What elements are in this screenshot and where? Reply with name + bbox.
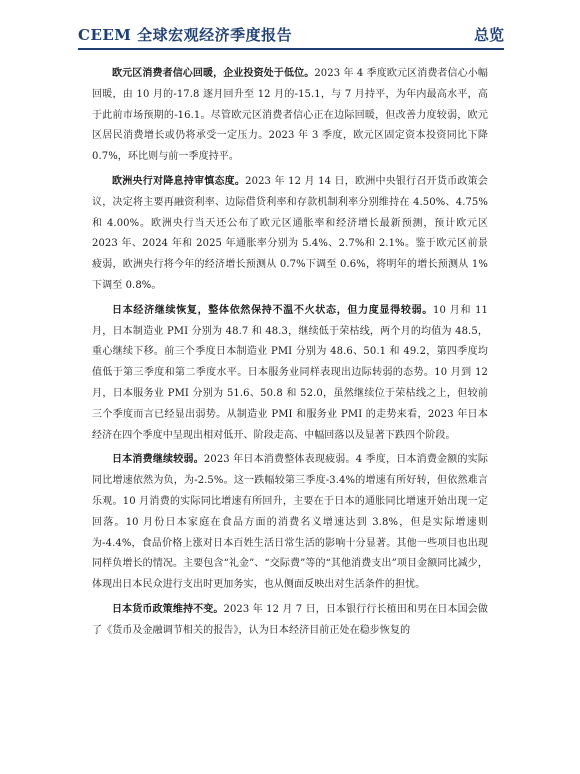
paragraph-body: 2023 年 12 月 7 日，日本银行行长植田和男在日本国会做了《货币及金融调节相关的报告》，认为日本经济目前正处在稳步恢复的 [92,603,488,636]
paragraph-lead: 欧元区消费者信心回暖，企业投资处于低位。 [112,68,315,79]
paragraph-lead: 日本消费继续较弱。 [112,454,204,466]
paragraph-japan-monetary [92,600,488,642]
paragraph-eurozone-consumer [92,64,488,168]
paragraph-body: 2023 年 12 月 14 日，欧洲中央银行召开货币政策会议，决定将主要再融资利率、边际借贷利率和存款机制利率分别维持在 4.50%、4.75%和 4.00%。欧洲央行当天还公布了欧元区通胀率和经济增长最新预测，预计欧元区 2023 年、2024 年和 2025 年通胀率分别为 5.4%、2.7%和 2.1%。鉴于欧元区前景疲弱，欧洲央行将今年的经济增长预测从 0.7%下调至 0.6%，将明年的增长预测从 1%下调至 0.8%。 [92,175,488,291]
paragraph-lead: 欧洲央行对降息持审慎态度。 [112,175,246,187]
paragraph-body: 2023 年日本消费整体表现疲弱。4 季度，日本消费金额的实际同比增速依然为负，为-2.5%。这一跌幅较第三季度-3.4%的增速有所好转，但依然难言乐观。10 月消费的实际同比增速有所回升，主要在于日本的通胀同比增速开始出现一定回落。10 月份日本家庭在食品方面的消费名义增速达到 3.8%，但是实际增速则为-4.4%，食品价格上涨对日本百姓生活日常生活的影响十分显著。其他一些项目也出现同样负增长的情况。主要包含“礼金”、“交际费”等的“其他消费支出”项目金额同比减少，体现出日本民众进行支出时更加务实，也从侧面反映出对生活条件的担忧。 [92,454,488,591]
paragraph-japan-economy [92,301,488,447]
report-body [92,64,488,646]
report-title: CEEM 全球宏观经济季度报告 [78,26,293,44]
page-header [78,20,504,50]
paragraph-ecb-policy [92,172,488,297]
paragraph-japan-consumption [92,450,488,596]
paragraph-body: 2023 年 4 季度欧元区消费者信心小幅回暖，由 10 月的-17.8 逐月回升至 12 月的-15.1，与 7 月持平，为年内最高水平，高于此前市场预期的-16.1。尽管欧元区消费者信心正在边际回暖，但改善力度较弱，欧元区居民消费增长或仍将承受一定压力。2023 年 3 季度，欧元区固定资本投资同比下降 0.7%，环比则与前一季度持平。 [92,68,488,163]
paragraph-body: 10 月和 11 月，日本制造业 PMI 分别为 48.7 和 48.3，继续低于荣枯线，两个月的均值为 48.5，重心继续下移。前三个季度日本制造业 PMI 分别为 48.6、50.1 和 49.2，第四季度均值低于第三季度和第二季度水平。日本服务业同样表现出边际转弱的态势。10 月到 12 月，日本服务业 PMI 分别为 51.6、50.8 和 52.0，虽然继续位于荣枯线之上，但较前三个季度而言已经显出弱势。从制造业 PMI 和服务业 PMI 的走势来看，2023 年日本经济在四个季度中呈现出相对低开、阶段走高、中幅回落以及显著下跌四个阶段。 [92,304,489,441]
section-label: 总览 [473,26,504,44]
paragraph-lead: 日本经济继续恢复，整体依然保持不温不火状态，但力度显得较弱。 [112,304,433,316]
paragraph-lead: 日本货币政策维持不变。 [112,603,224,615]
